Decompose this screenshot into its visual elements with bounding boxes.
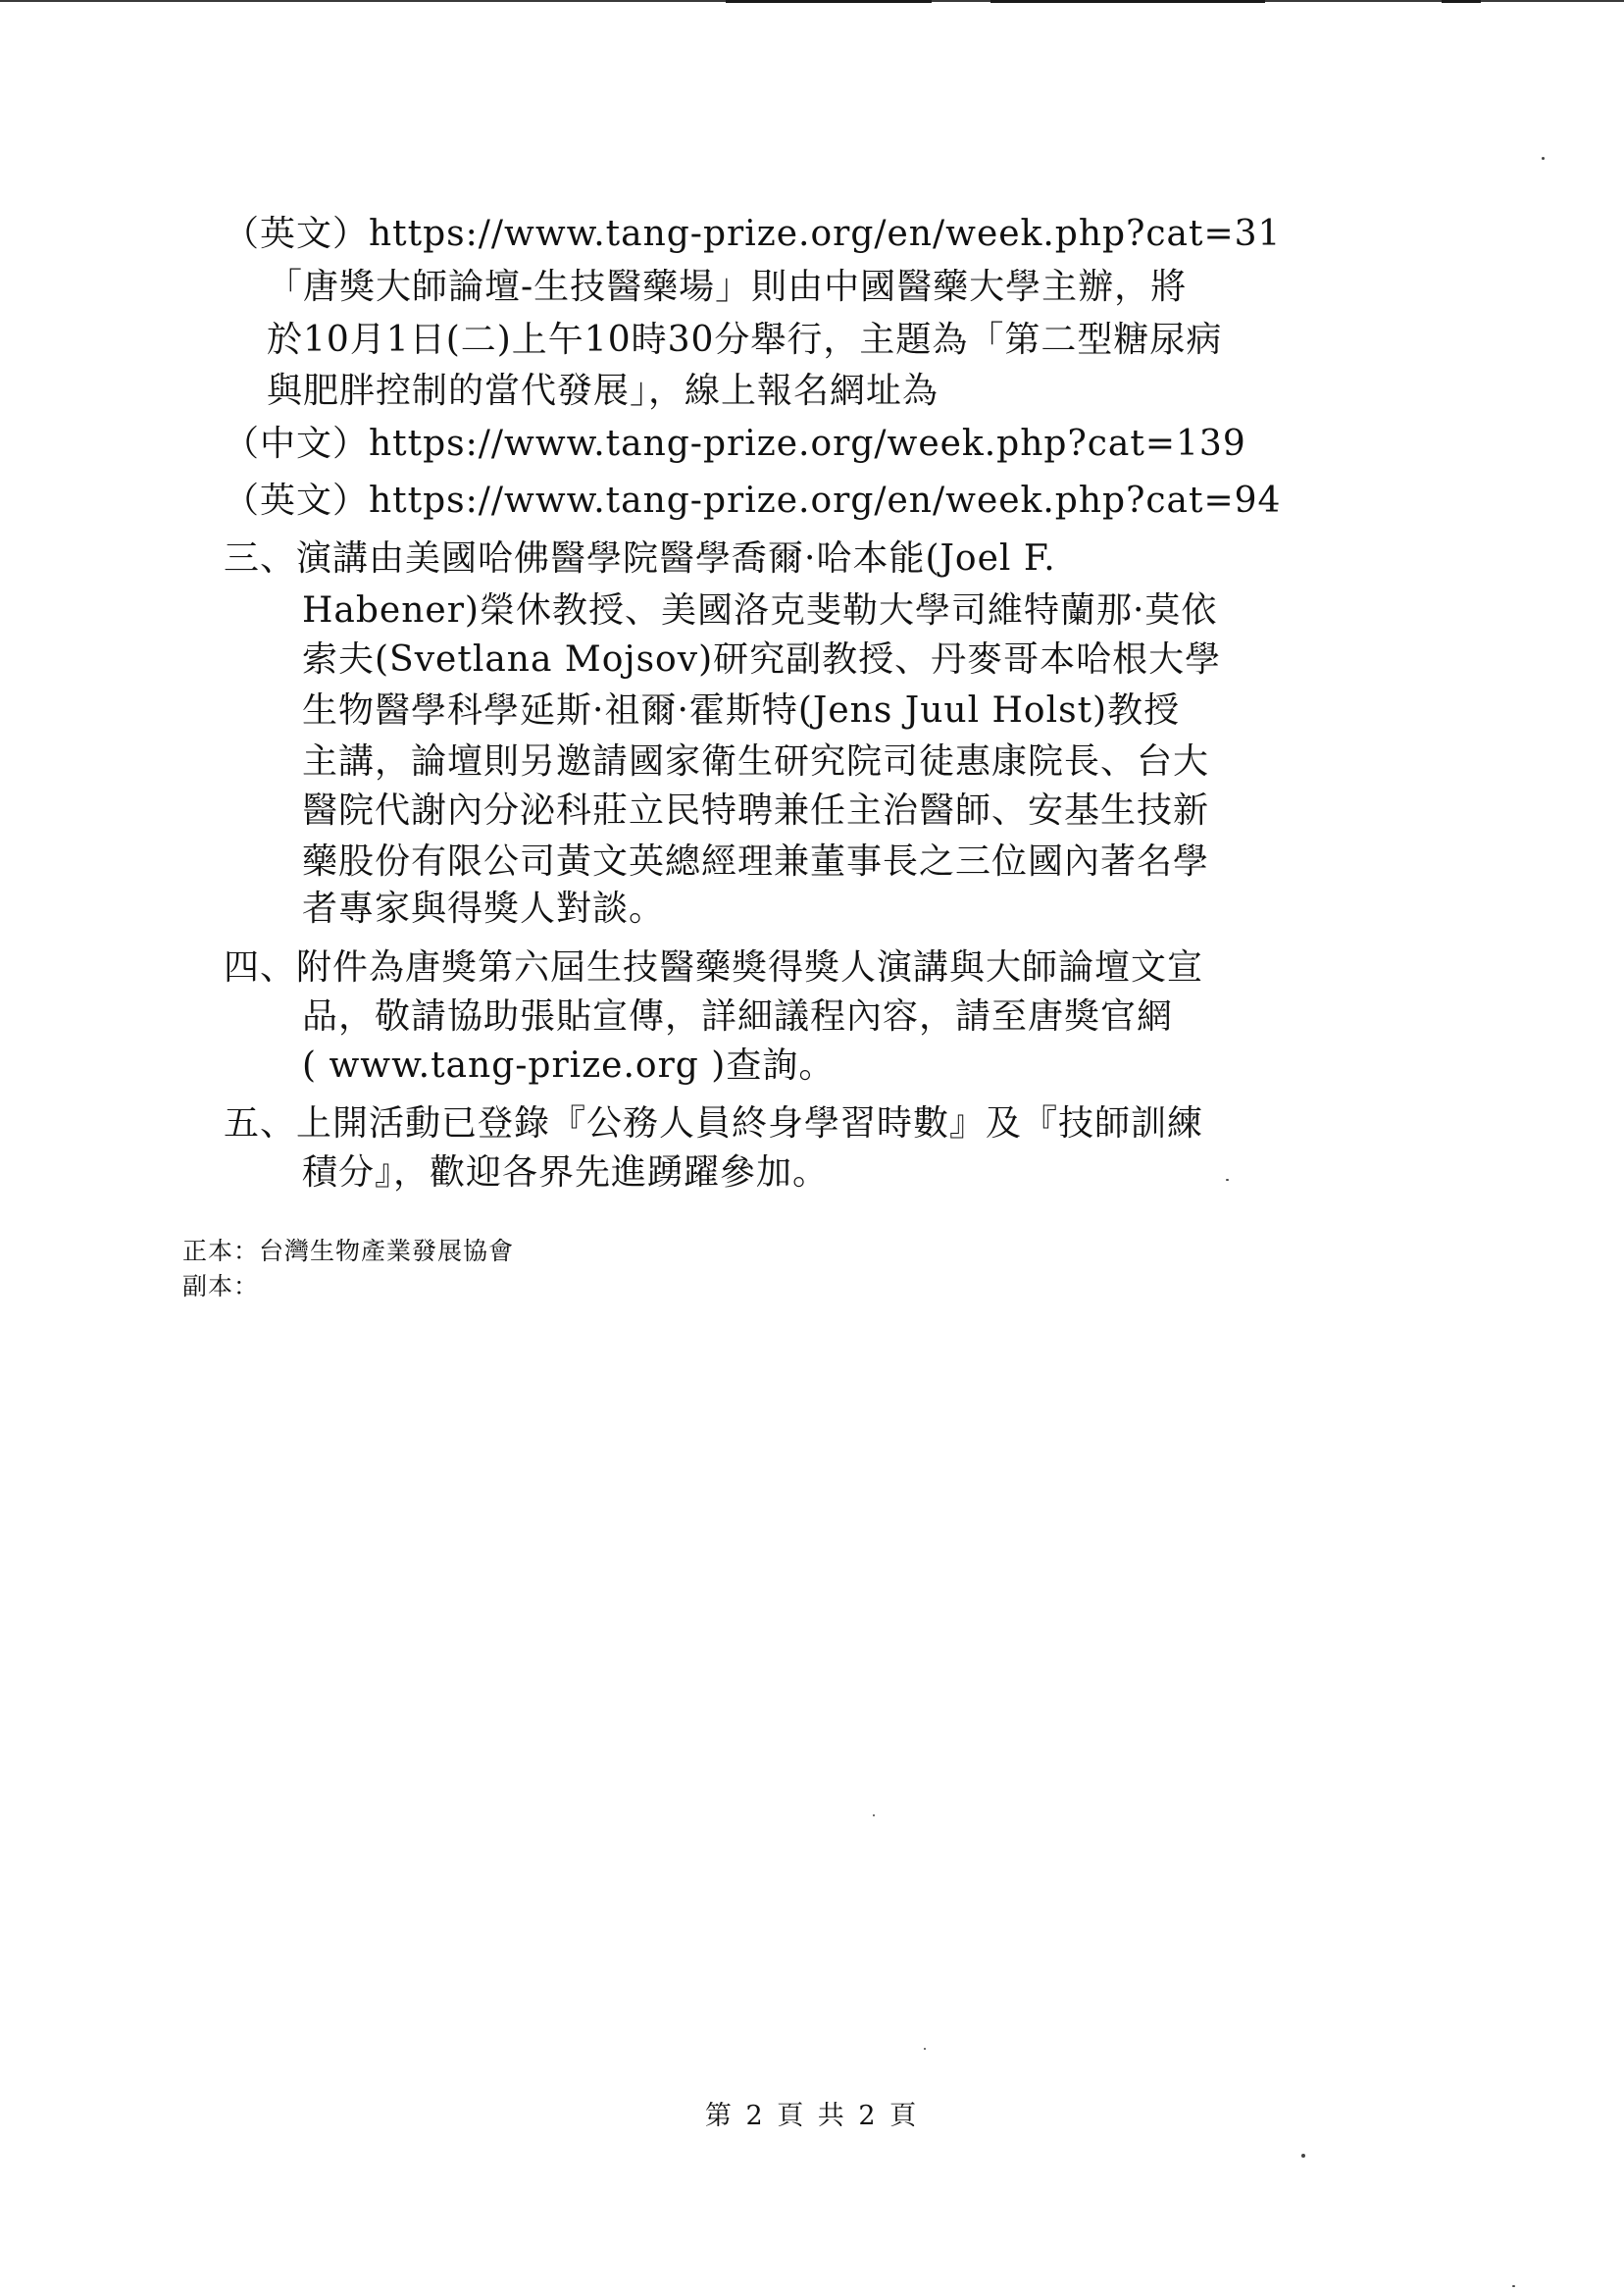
english-url-line: （英文）https://www.tang-prize.org/en/week.php?cat=31 [224,214,1282,254]
item-three-line: 生物醫學科學延斯·祖爾·霍斯特(Jens Juul Holst)教授 [302,690,1181,731]
item-three-line: 主講，論壇則另邀請國家衛生研究院司徒惠康院長、台大 [302,741,1210,782]
item-five-line: 積分』，歡迎各界先進踴躍參加。 [302,1152,830,1193]
forum-paragraph-line: 與肥胖控制的當代發展」，線上報名網址為 [267,371,939,411]
item-three-line: 醫院代謝內分泌科莊立民特聘兼任主治醫師、安基生技新 [302,790,1210,831]
item-three-line: 藥股份有限公司黃文英總經理兼董事長之三位國內著名學 [302,841,1210,882]
scan-artifact [990,0,1265,3]
item-three-line: Habener)榮休教授、美國洛克斐勒大學司維特蘭那·莫依 [302,590,1218,631]
forum-paragraph-line: 於10月1日(二)上午10時30分舉行，主題為「第二型糖尿病 [267,320,1223,360]
scan-speck [1226,1179,1229,1181]
original-recipient: 正本：台灣生物產業發展協會 [182,1237,515,1265]
item-four-line: 品，敬請協助張貼宣傳，詳細議程內容，請至唐獎官網 [302,996,1174,1037]
item-five-line: 五、上開活動已登錄『公務人員終身學習時數』及『技師訓練 [224,1103,1204,1144]
item-three-line: 索夫(Svetlana Mojsov)研究副教授、丹麥哥本哈根大學 [302,639,1222,680]
copy-recipient: 副本： [182,1272,260,1300]
english-url-line: （英文）https://www.tang-prize.org/en/week.php?cat=94 [224,481,1282,521]
scan-speck [924,2048,926,2050]
page-number-footer: 第 2 頁 共 2 頁 [704,2101,920,2131]
scan-top-edge [0,0,1624,2]
scan-speck [1542,157,1545,160]
item-four-line: 四、附件為唐獎第六屆生技醫藥獎得獎人演講與大師論壇文宣 [224,947,1204,988]
scan-speck [1512,2285,1515,2287]
scan-artifact [726,0,932,3]
scan-speck [873,1814,875,1816]
scan-artifact [1442,0,1481,3]
scan-speck [1301,2154,1305,2158]
item-three-line: 者專家與得獎人對談。 [302,889,666,929]
forum-paragraph-line: 「唐獎大師論壇-生技醫藥場」則由中國醫藥大學主辦，將 [267,267,1188,307]
item-three-line: 三、演講由美國哈佛醫學院醫學喬爾·哈本能(Joel F. [224,538,1056,579]
chinese-url-line: （中文）https://www.tang-prize.org/week.php?cat=139 [224,424,1246,464]
item-four-line: ( www.tang-prize.org )查詢。 [302,1045,836,1086]
